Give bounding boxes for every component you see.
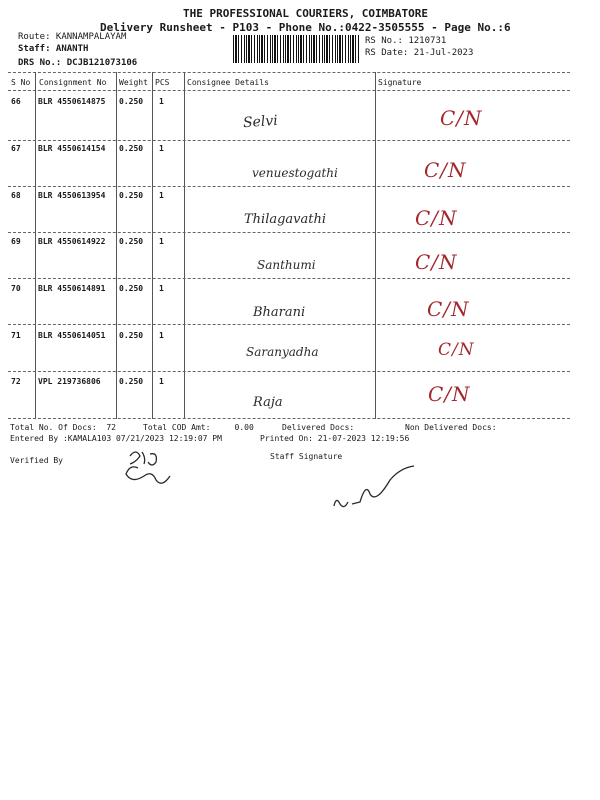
consignee-name: Santhumi — [257, 258, 316, 272]
row-sno: 72 — [11, 377, 21, 386]
route-label: Route: KANNAMPALAYAM — [18, 32, 127, 42]
staff-label: Staff: ANANTH — [18, 44, 89, 54]
consignee-name: venuestogathi — [252, 166, 338, 180]
row-consignment: BLR 4550614875 — [38, 97, 106, 106]
row-sno: 70 — [11, 284, 21, 293]
row-weight: 0.250 — [119, 331, 144, 340]
row-weight: 0.250 — [119, 284, 144, 293]
row-sno: 69 — [11, 237, 21, 246]
row-consignment: BLR 4550614154 — [38, 144, 106, 153]
row-pcs: 1 — [159, 377, 164, 386]
row-consignment: BLR 4550614922 — [38, 237, 106, 246]
row-sno: 68 — [11, 191, 21, 200]
signature-mark: C/N — [438, 340, 475, 360]
signature-mark: C/N — [415, 206, 458, 230]
consignee-name: Thilagavathi — [244, 212, 327, 227]
delivered-docs: Delivered Docs: — [282, 423, 355, 432]
printed-on: Printed On: 21-07-2023 12:19:56 — [260, 434, 410, 443]
row-pcs: 1 — [159, 144, 164, 153]
row-pcs: 1 — [159, 191, 164, 200]
col-pcs: PCS — [155, 78, 170, 87]
verifier-signature — [120, 446, 200, 496]
row-weight: 0.250 — [119, 97, 144, 106]
row-pcs: 1 — [159, 284, 164, 293]
signature-mark: C/N — [415, 250, 458, 274]
col-consignee: Consignee Details — [187, 78, 269, 87]
row-weight: 0.250 — [119, 237, 144, 246]
consignee-name: Selvi — [242, 112, 279, 132]
total-cod: Total COD Amt: 0.00 — [143, 423, 254, 432]
row-weight: 0.250 — [119, 144, 144, 153]
col-signature: Signature — [378, 78, 422, 87]
row-pcs: 1 — [159, 331, 164, 340]
consignee-name: Bharani — [253, 305, 306, 320]
col-weight: Weight — [119, 78, 148, 87]
consignee-name: Raja — [253, 395, 283, 410]
signature-mark: C/N — [440, 106, 483, 130]
total-docs: Total No. Of Docs: 72 — [10, 423, 116, 432]
col-sno: S No — [11, 78, 31, 87]
row-consignment: BLR 4550614051 — [38, 331, 106, 340]
row-sno: 67 — [11, 144, 21, 153]
company-title: THE PROFESSIONAL COURIERS, COIMBATORE — [183, 7, 429, 20]
drs-number: DRS No.: DCJB121073106 — [18, 58, 138, 68]
consignee-name: Saranyadha — [246, 345, 319, 359]
row-weight: 0.250 — [119, 377, 144, 386]
rs-number: RS No.: 1210731 — [365, 36, 447, 46]
verified-by-label: Verified By — [10, 456, 63, 465]
row-pcs: 1 — [159, 97, 164, 106]
col-consignment: Consignment No — [39, 78, 107, 87]
entered-by: Entered By :KAMALA103 07/21/2023 12:19:07 PM — [10, 434, 222, 443]
row-weight: 0.250 — [119, 191, 144, 200]
barcode — [233, 35, 361, 63]
signature-mark: C/N — [427, 297, 470, 321]
signature-mark: C/N — [424, 158, 467, 182]
row-consignment: VPL 219736806 — [38, 377, 101, 386]
runsheet-title: Delivery Runsheet - P103 - Phone No.:0422-3505555 - Page No.:6 — [100, 21, 511, 34]
row-sno: 71 — [11, 331, 21, 340]
signature-mark: C/N — [428, 382, 471, 406]
row-consignment: BLR 4550613954 — [38, 191, 106, 200]
staff-signature-mark — [330, 458, 440, 513]
row-sno: 66 — [11, 97, 21, 106]
rs-date: RS Date: 21-Jul-2023 — [365, 48, 474, 58]
non-delivered-docs: Non Delivered Docs: — [405, 423, 497, 432]
staff-signature-label: Staff Signature — [270, 452, 343, 461]
row-consignment: BLR 4550614891 — [38, 284, 106, 293]
row-pcs: 1 — [159, 237, 164, 246]
